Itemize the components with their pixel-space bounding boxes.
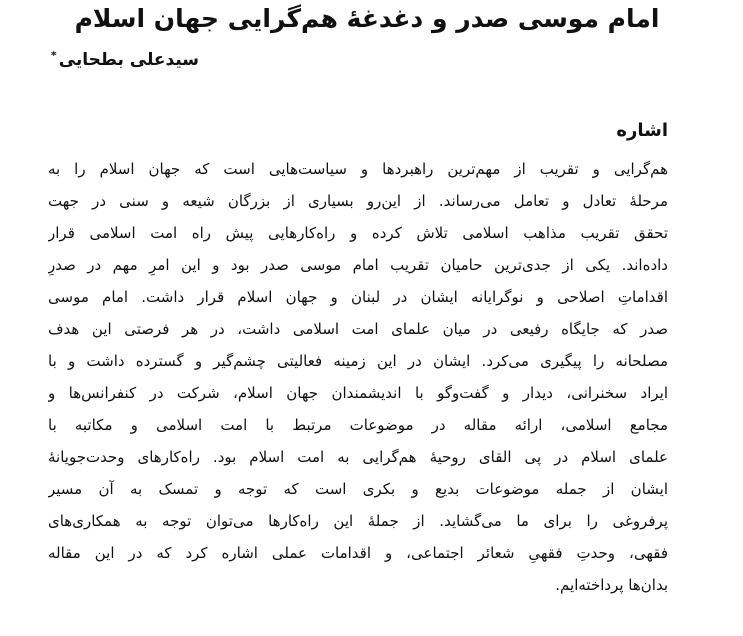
paragraph-line: اقداماتِ اصلاحی و نوگرایانه ایشان در لبنان و جهان اسلام قرار داشت. امام موسی <box>48 288 668 306</box>
paper-title: امام موسی صدر و دغدغۀ هم‌گرایی جهان اسلام <box>74 4 660 33</box>
paragraph-line: تحقق تقریب مذاهب اسلامی تلاش کرده و راه‌کارهایی پیش راه امت اسلامی قرار <box>48 224 668 242</box>
paragraph-line: داده‌اند. یکی از جدی‌ترین حامیان تقریب امام موسی صدر بود و این امرِ مهم در صدرِ <box>48 256 668 274</box>
author-footnote-mark: * <box>50 49 57 62</box>
paragraph-line: فقهی، وحدتِ فقهیِ شعائر اجتماعی، و اقدامات عملی اشاره کرد که در این مقاله <box>48 544 668 562</box>
paragraph-line: بدان‌ها پرداخته‌ایم. <box>555 576 668 594</box>
paragraph-line: صدر که جایگاه رفیعی در میان علمای امت اسلامی داشت، در هر فرصتی این هدف <box>48 320 668 338</box>
abstract-paragraph <box>48 153 668 601</box>
paragraph-line: هم‌گرایی و تقریب از مهم‌ترین راهبردها و سیاست‌هایی است که جهان اسلام را به <box>48 160 668 178</box>
paragraph-line: مصلحانه را پیگیری می‌کرد. ایشان در این زمینه فعالیتی چشم‌گیر و گسترده داشت و با <box>48 352 668 370</box>
paragraph-line: مرحلۀ تعادل و تعامل می‌رساند. از این‌رو بسیاری از بزرگان شیعه و سنی در جهت <box>48 192 668 210</box>
paragraph-line: ایراد سخنرانی، دیدار و گفت‌وگو با اندیشمندان جهان اسلام، شرکت در کنفرانس‌ها و <box>48 384 668 402</box>
author-line <box>51 48 199 72</box>
author-name: سیدعلی بطحایی <box>58 50 199 70</box>
paragraph-line: علمای اسلام در پی القای روحیۀ هم‌گرایی به امت اسلام بود. راه‌کارهای وحدت‌جویانۀ <box>48 448 668 466</box>
section-heading: اشاره <box>616 120 668 141</box>
paragraph-line: ایشان از جمله موضوعات بدیع و بکری است که توجه و تمسک به آن مسیر <box>48 480 668 498</box>
paragraph-line: پرفروغی را برای ما می‌گشاید. از جملۀ این راه‌کارها می‌توان توجه به همکاری‌های <box>48 512 668 530</box>
paragraph-line: مجامع اسلامی، ارائه مقاله در موضوعات مرتبط با امت اسلامی و مکاتبه با <box>48 416 668 434</box>
